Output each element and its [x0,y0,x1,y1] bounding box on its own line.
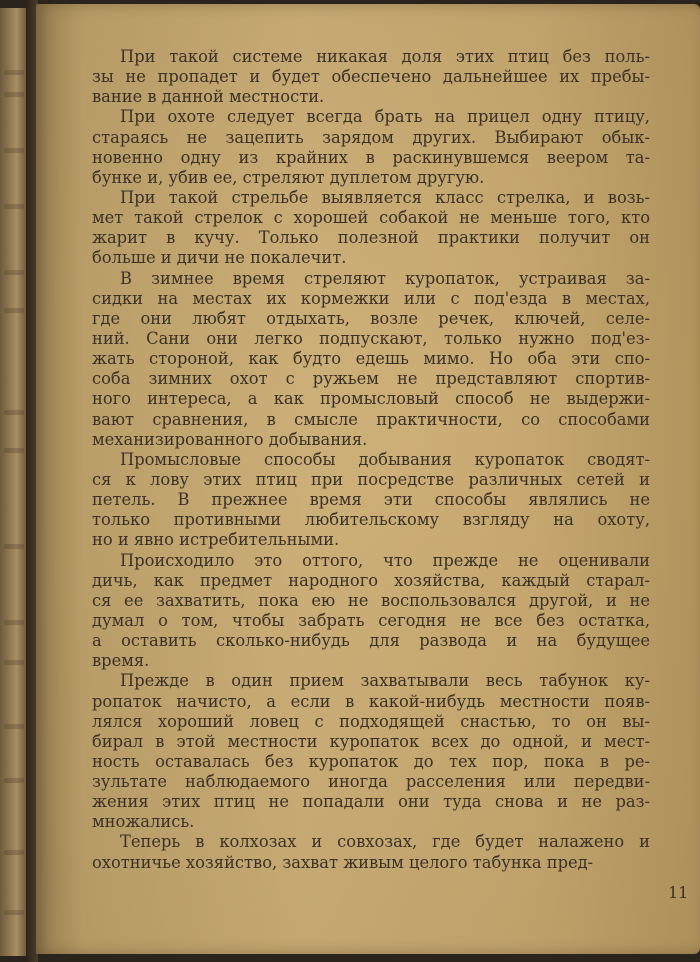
text-line: зы не пропадет и будет обеспечено дальнейшее их пребы- [92,67,650,87]
text-line: а оставить сколько-нибудь для развода и на будущее [92,631,650,651]
text-line: При охоте следует всегда брать на прицел одну птицу, [120,107,650,127]
text-line: вают сравнения, в смысле практичности, со способами [92,409,650,429]
text-line: ний. Сани они легко подпускают, только нужно под'ез- [92,328,650,348]
text-line: но и явно истребительными. [92,530,340,550]
text-line: При такой системе никакая доля этих птиц без поль- [120,47,650,66]
text-line: ность оставалась без куропаток до тех пор, пока в ре- [92,751,650,771]
text-line: стараясь не зацепить зарядом других. Выбирают обык- [92,127,650,147]
paragraph [92,47,650,107]
page-number: 11 [668,883,689,902]
paragraph [92,188,650,269]
text-line: ного интереса, а как промысловый способ не выдержи- [92,389,650,409]
text-line: соба зимних охот с ружьем не представляют спортив- [92,369,650,389]
text-line: множались. [92,812,195,832]
text-line: жать стороной, как будто едешь мимо. Но оба эти спо- [92,349,650,369]
paragraph [92,450,650,551]
text-line: вание в данной местности. [92,87,325,107]
text-line: только противными любительскому взгляду на охоту, [92,510,650,530]
text-line: Происходило это оттого, что прежде не оценивали [120,550,650,570]
text-line: бирал в этой местности куропаток всех до одной, и мест- [92,731,650,751]
text-line: охотничье хозяйство, захват живым целого табунка пред- [92,852,594,872]
text-line: дичь, как предмет народного хозяйства, каждый старал- [92,570,650,590]
text-line: думал о том, чтобы забрать сегодня не все без остатка, [92,610,650,630]
paragraph [92,107,650,188]
book-page [36,4,700,954]
text-line: В зимнее время стреляют куропаток, устраивая за- [120,268,650,288]
text-line: При такой стрельбе выявляется класс стрелка, и возь- [120,187,650,207]
text-line: новенно одну из крайних в раскинувшемся веером та- [92,147,650,167]
text-line: ропаток начисто, а если в какой-нибудь местности появ- [92,691,650,711]
paragraph [92,832,650,872]
text-line: время. [92,651,150,671]
page-text [92,47,650,873]
text-line: мет такой стрелок с хорошей собакой не меньше того, кто [92,208,650,228]
text-line: бунке и, убив ее, стреляют дуплетом другую. [92,167,485,187]
paragraph [92,269,650,450]
text-line: жения этих птиц не попадали они туда снова и не раз- [92,792,650,812]
text-line: Прежде в один прием захватывали весь табунок ку- [120,671,650,691]
text-line: ся к лову этих птиц при посредстве различных сетей и [92,469,650,489]
text-line: ся ее захватить, пока ею не воспользовался другой, и не [92,590,650,610]
text-line: механизированного добывания. [92,429,368,449]
text-line: зультате наблюдаемого иногда расселения или передви- [92,772,650,792]
text-line: лялся хороший ловец с подходящей снастью, то он вы- [92,711,650,731]
text-line: петель. В прежнее время эти способы являлись не [92,490,650,510]
paragraph [92,551,650,672]
text-line: Промысловые способы добывания куропаток сводят- [120,449,650,469]
text-line: сидки на местах их кормежки или с под'езда в местах, [92,288,650,308]
text-line: больше и дичи не покалечит. [92,248,347,268]
text-line: Теперь в колхозах и совхозах, где будет налажено и [120,832,650,852]
text-line: жарит в кучу. Только полезной практики получит он [92,228,650,248]
text-line: где они любят отдыхать, возле речек, ключей, селе- [92,308,650,328]
paragraph [92,671,650,832]
